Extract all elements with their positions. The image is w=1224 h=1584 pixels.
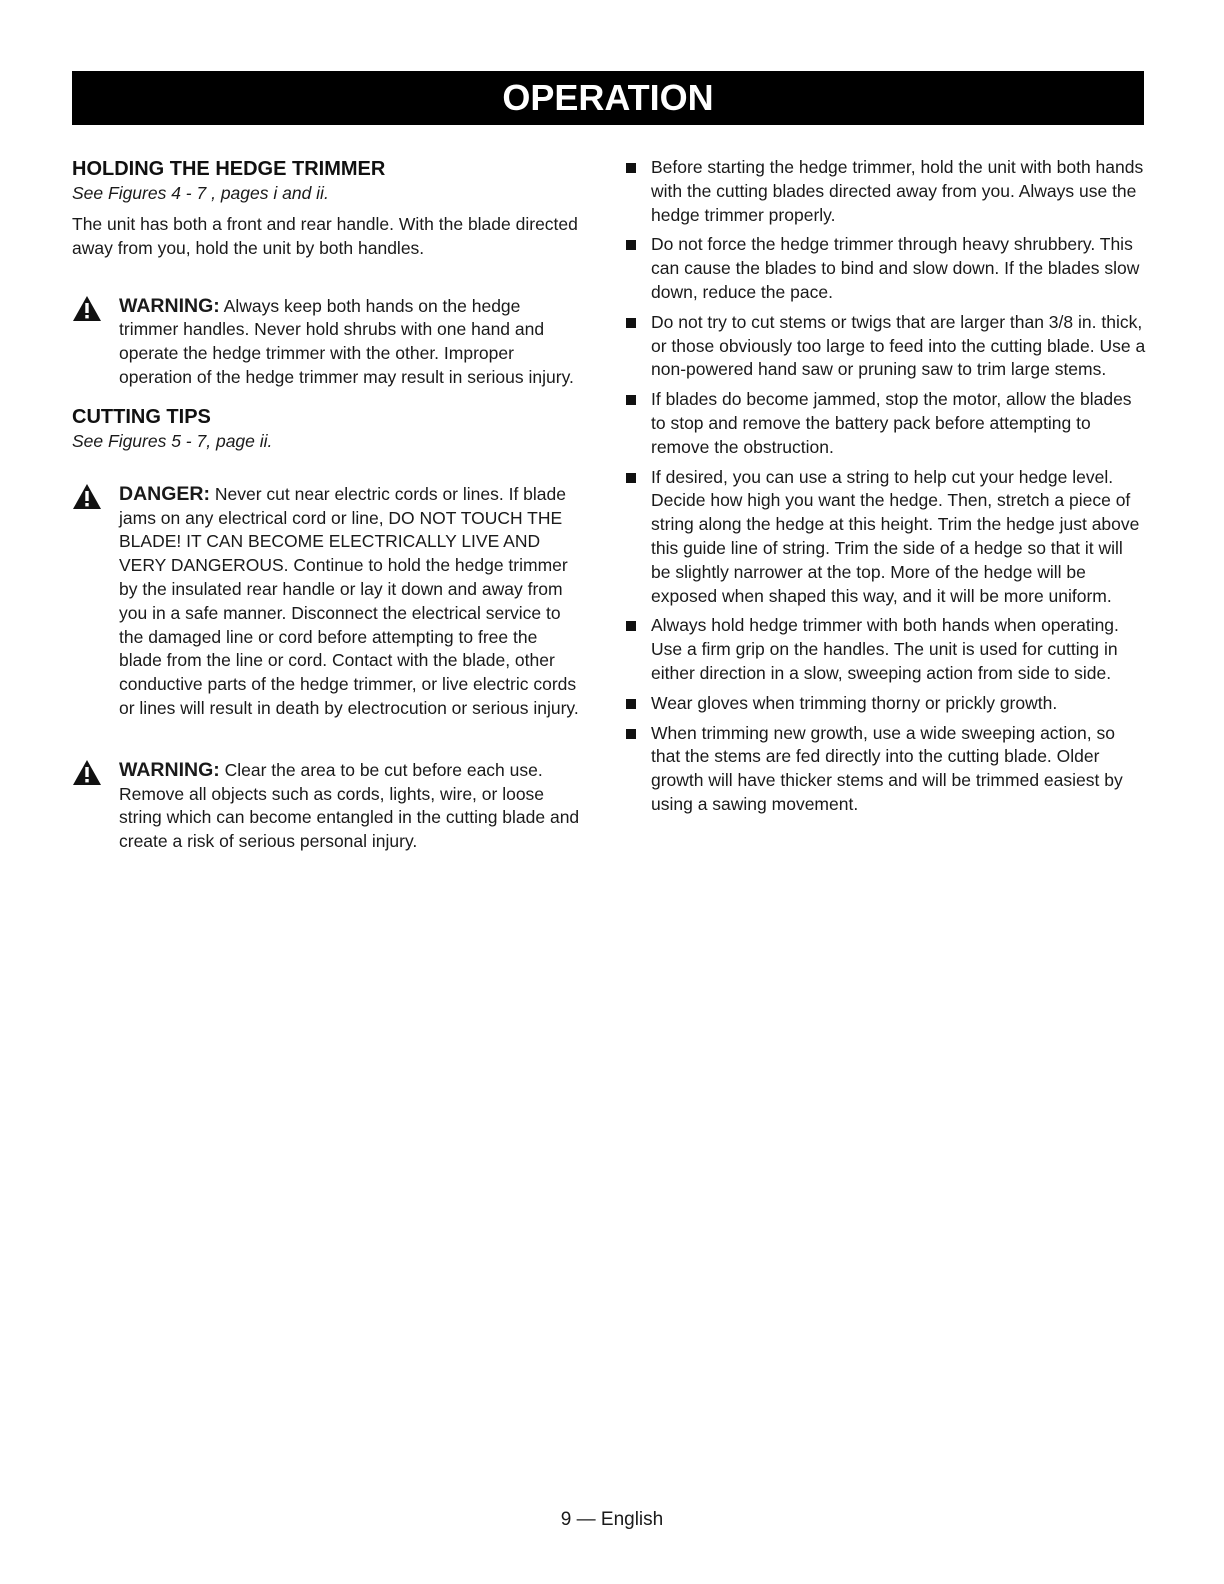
- square-bullet-icon: [626, 699, 636, 709]
- list-item: If desired, you can use a string to help cut your hedge level. Decide how high you want the hedge. Then, stretch a piece of string along the hedge at this height. Trim the hedge just above this guide line of string. Trim the side of a hedge so that it will be slightly narrower at the top. More of the hedge will be exposed when shaped this way, and it will be more uniform.: [626, 466, 1146, 609]
- holding-figure-reference: See Figures 4 - 7 , pages i and ii.: [72, 183, 329, 203]
- page-number: 9 — English: [560, 1509, 664, 1530]
- square-bullet-icon: [626, 473, 636, 483]
- danger-notice: [72, 483, 582, 721]
- square-bullet-icon: [626, 163, 636, 173]
- holding-warning-notice: [72, 295, 582, 390]
- warning-triangle-icon: [72, 483, 102, 510]
- page-title: OPERATION: [502, 77, 714, 118]
- warning-label: WARNING:: [119, 294, 220, 317]
- warning-triangle-icon: [72, 295, 102, 322]
- cutting-figure-reference: See Figures 5 - 7, page ii.: [72, 430, 273, 451]
- square-bullet-icon: [626, 395, 636, 405]
- warning-text: Clear the area to be cut before each use. Remove all objects such as cords, lights, wire, or loose string which can become entangled in the cutting blade and create a risk of serious personal injury.: [119, 759, 580, 852]
- cutting-warning-notice: [72, 759, 582, 854]
- warning-label: WARNING:: [119, 758, 220, 781]
- section-header-bar: [72, 71, 1144, 125]
- square-bullet-icon: [626, 621, 636, 631]
- danger-text: Never cut near electric cords or lines. If blade jams on any electrical cord or line, DO NOT TOUCH THE BLADE! IT CAN BECOME ELECTRICALLY LIVE AND VERY DANGEROUS. Continue to hold the hedge trimmer by the insulated rear handle or lay it down and away from you in a safe manner. Disconnect the electrical service to the damaged line or cord before attempting to free the blade from the line or cord. Contact with the blade, other conductive parts of the hedge trimmer, or live electric cords or lines will result in death by electrocution or serious injury.: [119, 483, 579, 718]
- warning-triangle-icon: [72, 759, 102, 786]
- danger-label: DANGER:: [119, 482, 210, 505]
- square-bullet-icon: [626, 729, 636, 739]
- right-column: [626, 156, 1146, 823]
- list-item: Do not force the hedge trimmer through heavy shrubbery. This can cause the blades to bind and slow down. If the blades slow down, reduce the pace.: [626, 233, 1146, 304]
- left-column: [72, 156, 582, 854]
- cutting-tips-heading: CUTTING TIPS: [72, 405, 211, 428]
- holding-body-text: The unit has both a front and rear handle. With the blade directed away from you, hold the unit by both handles.: [72, 214, 578, 258]
- list-item: Before starting the hedge trimmer, hold the unit with both hands with the cutting blades directed away from you. Always use the hedge trimmer properly.: [626, 156, 1146, 227]
- square-bullet-icon: [626, 240, 636, 250]
- list-item: Wear gloves when trimming thorny or prickly growth.: [626, 692, 1146, 716]
- list-item: Always hold hedge trimmer with both hands when operating. Use a firm grip on the handles. The unit is used for cutting in either direction in a slow, sweeping action from side to side.: [626, 614, 1146, 685]
- square-bullet-icon: [626, 318, 636, 328]
- warning-text: Always keep both hands on the hedge trimmer handles. Never hold shrubs with one hand and operate the hedge trimmer with the other. Improper operation of the hedge trimmer may result in serious injury.: [119, 295, 574, 387]
- holding-heading: HOLDING THE HEDGE TRIMMER: [72, 158, 386, 180]
- list-item: When trimming new growth, use a wide sweeping action, so that the stems are fed directly into the cutting blade. Older growth will have thicker stems and will be trimmed easiest by using a sawing movement.: [626, 722, 1146, 817]
- cutting-tips-list: [626, 156, 1146, 817]
- list-item: If blades do become jammed, stop the motor, allow the blades to stop and remove the battery pack before attempting to remove the obstruction.: [626, 388, 1146, 459]
- list-item: Do not try to cut stems or twigs that are larger than 3/8 in. thick, or those obviously too large to feed into the cutting blade. Use a non-powered hand saw or pruning saw to trim large stems.: [626, 311, 1146, 382]
